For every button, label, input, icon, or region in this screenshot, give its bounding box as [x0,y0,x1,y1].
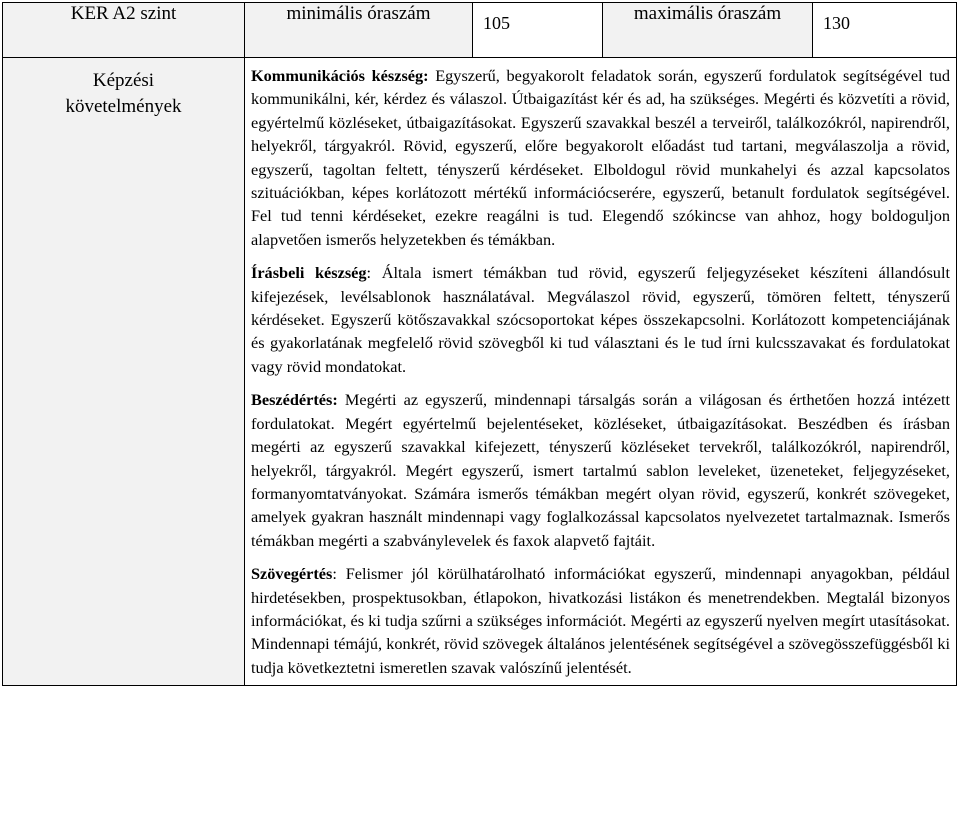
section-title: Beszédértés: [251,390,338,410]
section-title: Szövegértés [251,564,333,584]
min-hours-label: minimális óraszám [245,3,473,58]
requirements-label-line1: Képzési [92,70,155,91]
requirements-label-line2: követelmények [65,96,182,117]
header-row [3,3,957,58]
section-listening [251,388,950,552]
section-text: Megérti az egyszerű, mindennapi társalgás során a világosan és érthetően hozzá intézett fordulatokat. Megért egyértelmű bejelentéseket, közléseket, útbaigazításokat. Beszédben és írásban megérti az egyszerű szavakkal kifejezett, tényszerű közléseket tervekről, találkozókról, napirendről, helyekről, tárgyakról. Megért egyszerű, ismert tartalmú sablon leveleket, üzeneteket, feljegyzéseket, formanyomtatványokat. Számára ismerős témákban megért olyan rövid, egyszerű, konkrét szövegeket, amelyek gyakran használt mindennapi vagy foglalkozással kapcsolatos nyelvezetet tartalmaznak. Ismerős témákban megérti a szabványlevelek és faxok alapvető fajtáit. [251,390,950,550]
max-hours-label: maximális óraszám [603,3,813,58]
section-text: : Felismer jól körülhatárolható információkat egyszerű, mindennapi anyagokban, például hirdetésekben, prospektusokban, étlapokon, hivatkozási listákon és menetrendekben. Megtalál bizonyos információkat, és ki tudja szűrni a szükséges információt. Megérti az egyszerű nyelven megírt utasításokat. Mindennapi témájú, konkrét, rövid szövegek általános jelentésének segítségével a szövegösszefüggésből ki tudja következtetni ismeretlen szavak valószínű jelentését. [251,564,950,677]
section-text: : Általa ismert témákban tud rövid, egyszerű feljegyzéseket készíteni állandósult kifejezések, levélsablonok használatával. Megválaszol rövid, egyszerű, tömören feltett, tényszerű kérdéseket. Egyszerű kötőszavakkal szócsoportokat képes összekapcsolni. Korlátozott kompetenciájának és gyakorlatának megfelelő rövid szövegből ki tud választani és le tud írni kulcsszavakat és fordulatokat vagy rövid mondatokat. [251,263,950,376]
section-communication [251,64,950,251]
section-writing [251,261,950,378]
section-title: Írásbeli készség [251,263,367,283]
section-title: Kommunikációs készség: [251,66,429,85]
requirements-row [3,58,957,686]
requirements-table [2,2,957,686]
max-hours-value: 130 [813,3,957,58]
section-text: Egyszerű, begyakorolt feladatok során, egyszerű fordulatok segítségével tud kommunikálni, kér, kérdez és válaszol. Útbaigazítást kér és ad, ha szükséges. Megérti és közvetíti a rövid, egyértelmű közléseket, útbaigazításokat. Egyszerű szavakkal beszél a terveiről, találkozókról, napirendről, helyekről, tárgyakról. Rövid, egyszerű, előre begyakorolt előadást tud tartani, megválaszolja a rövid, egyszerű, tagoltan feltett, tényszerű kérdéseket. Elboldogul rövid munkahelyi és azzal kapcsolatos szituációkban, képes korlátozott mértékű információcserére, egyszerű, betanult fordulatok segítségével. Fel tud tenni kérdéseket, ezekre reagálni is tud. Elegendő szókincse van ahhoz, hogy boldoguljon alapvetően ismerős helyzetekben és témákban. [251,66,951,249]
min-hours-value: 105 [473,3,603,58]
requirements-label [3,58,245,686]
section-reading [251,562,950,679]
level-label: KER A2 szint [3,3,245,58]
requirements-content [245,58,957,686]
